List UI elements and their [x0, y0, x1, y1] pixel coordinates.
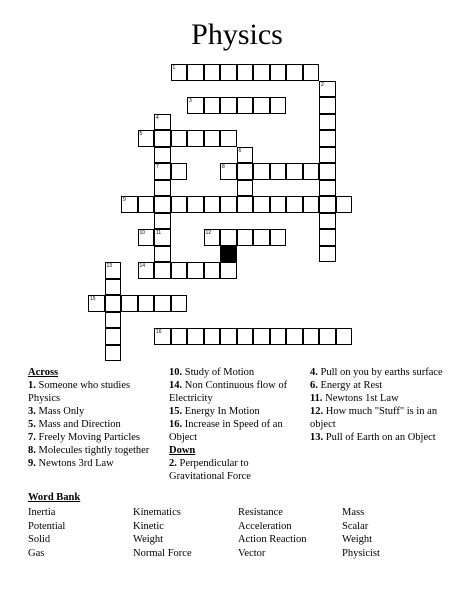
word-bank-word: Resistance: [238, 507, 283, 518]
clue-text: Energy at Rest: [317, 380, 383, 391]
grid-cell[interactable]: [204, 262, 221, 279]
grid-cell[interactable]: [270, 97, 287, 114]
clue-item: [310, 405, 445, 431]
grid-cell[interactable]: [187, 328, 204, 345]
across-heading: Across: [28, 367, 59, 378]
clue-text: Non Continuous flow of Electricity: [169, 380, 288, 404]
clue-number-label: 4: [156, 114, 159, 121]
grid-cell[interactable]: [171, 262, 188, 279]
clue-item: [169, 457, 299, 483]
clue-text: Newtons 1st Law: [322, 393, 399, 404]
grid-cell[interactable]: [138, 262, 155, 279]
clue-number-label: 3: [189, 98, 192, 104]
grid-cell[interactable]: [187, 64, 204, 81]
clue-number: 2.: [169, 458, 177, 469]
word-bank-word: Mass: [342, 507, 365, 518]
clue-number-label: 9: [123, 197, 126, 203]
clue-text: Mass and Direction: [35, 419, 121, 430]
clue-text: Someone who studies Physics: [28, 380, 131, 404]
grid-cell[interactable]: [88, 295, 105, 312]
grid-cell[interactable]: [105, 279, 122, 296]
grid-cell[interactable]: [270, 229, 287, 246]
clues-column-3: [310, 366, 445, 444]
clue-item: [310, 431, 445, 444]
grid-cell[interactable]: [253, 196, 270, 213]
grid-cell[interactable]: [154, 246, 171, 263]
grid-cell[interactable]: [286, 328, 303, 345]
clue-text: Study of Motion: [182, 367, 255, 378]
grid-cell[interactable]: [204, 229, 221, 246]
down-heading: Down: [169, 445, 196, 456]
clue-item: [310, 392, 445, 405]
grid-cell[interactable]: [319, 213, 336, 230]
grid-cell[interactable]: [303, 328, 320, 345]
clues-column-2: [169, 366, 299, 483]
grid-cell[interactable]: [253, 163, 270, 180]
word-bank-word: Vector: [238, 547, 266, 559]
grid-cell[interactable]: [105, 345, 122, 362]
clue-number: 6.: [310, 380, 318, 391]
clue-text: Newtons 3rd Law: [35, 458, 114, 469]
grid-cell[interactable]: [319, 163, 336, 180]
grid-cell[interactable]: [187, 196, 204, 213]
clue-item: [28, 444, 163, 457]
grid-cell[interactable]: [319, 328, 336, 345]
word-bank-word: Scalar: [342, 520, 369, 532]
clue-item: [310, 379, 445, 392]
grid-cell[interactable]: [237, 328, 254, 345]
clue-text: Freely Moving Particles: [35, 432, 140, 443]
clue-number: 4.: [310, 367, 318, 378]
grid-cell[interactable]: [187, 97, 204, 114]
grid-cell[interactable]: [154, 114, 171, 131]
grid-cell[interactable]: [171, 328, 188, 345]
clue-text: Mass Only: [35, 406, 85, 417]
clue-item: [169, 379, 299, 405]
grid-cell[interactable]: [253, 97, 270, 114]
grid-cell[interactable]: [138, 295, 155, 312]
grid-cell[interactable]: [319, 81, 336, 98]
clue-item: [28, 405, 163, 418]
grid-cell[interactable]: [105, 312, 122, 329]
clue-number-label: 13: [106, 263, 113, 269]
clue-text: Energy In Motion: [182, 406, 260, 417]
word-bank-word: Acceleration: [238, 520, 292, 532]
clue-item: [28, 457, 163, 470]
clue-item: [28, 379, 163, 405]
word-bank-word: Kinetic: [133, 520, 164, 532]
grid-cell[interactable]: [336, 328, 353, 345]
clue-text: Perpendicular to Gravitational Force: [169, 458, 251, 482]
clue-number-label: 12: [205, 230, 212, 236]
clue-number-label: 10: [139, 230, 146, 236]
grid-cell[interactable]: [319, 130, 336, 147]
grid-cell[interactable]: [154, 130, 171, 147]
grid-cell[interactable]: [237, 147, 254, 164]
clue-item: [28, 418, 163, 431]
grid-cell[interactable]: [303, 64, 320, 81]
grid-cell[interactable]: [220, 130, 237, 147]
word-bank-word: Potential: [28, 520, 66, 532]
grid-cell[interactable]: [121, 295, 138, 312]
clue-item: [310, 366, 445, 379]
word-bank-word: Inertia: [28, 507, 56, 518]
grid-cell[interactable]: [171, 196, 188, 213]
grid-cell[interactable]: [154, 262, 171, 279]
grid-cell[interactable]: [319, 229, 336, 246]
clue-number: 16.: [169, 419, 183, 430]
grid-cell[interactable]: [253, 328, 270, 345]
clue-item: [169, 405, 299, 418]
grid-cell[interactable]: [319, 246, 336, 263]
grid-cell[interactable]: [204, 196, 221, 213]
grid-cell[interactable]: [220, 97, 237, 114]
clue-text: Pull on you by earths surface: [317, 367, 443, 378]
grid-cell[interactable]: [237, 64, 254, 81]
grid-cell[interactable]: [171, 163, 188, 180]
grid-cell[interactable]: [220, 328, 237, 345]
grid-cell[interactable]: [270, 328, 287, 345]
clue-number-label: 2: [321, 81, 324, 88]
clue-number-label: 1: [172, 65, 176, 71]
grid-cell[interactable]: [187, 130, 204, 147]
clues-column-1: [28, 366, 163, 470]
grid-cell[interactable]: [270, 64, 287, 81]
grid-cell[interactable]: [154, 213, 171, 230]
grid-cell[interactable]: [253, 229, 270, 246]
grid-cell[interactable]: [220, 196, 237, 213]
grid-cell[interactable]: [105, 328, 122, 345]
grid-cell[interactable]: [138, 130, 155, 147]
clue-text: Molecules tightly together: [35, 445, 150, 456]
grid-cell[interactable]: [154, 328, 171, 345]
grid-cell[interactable]: [319, 114, 336, 131]
clue-number: 14.: [169, 380, 183, 391]
clue-number: 12.: [310, 406, 324, 417]
clue-number-label: 7: [156, 164, 159, 170]
clue-number-label: 14: [139, 263, 146, 269]
clue-number: 10.: [169, 367, 183, 378]
clue-number: 15.: [169, 406, 183, 417]
word-bank-word: Gas: [28, 547, 45, 559]
grid-cell[interactable]: [319, 147, 336, 164]
grid-cell[interactable]: [303, 163, 320, 180]
word-bank-word: Normal Force: [133, 547, 192, 559]
grid-cell[interactable]: [154, 147, 171, 164]
clue-number: 11.: [310, 393, 323, 404]
clue-number-label: 11: [156, 230, 162, 236]
clue-text: How much "Stuff" is in an object: [310, 406, 438, 430]
clue-number-label: 5: [139, 131, 143, 137]
grid-cell[interactable]: [121, 196, 138, 213]
grid-cell[interactable]: [204, 64, 221, 81]
clue-number-label: 16: [156, 329, 162, 335]
clue-number-label: 8: [222, 164, 225, 170]
grid-cell[interactable]: [286, 163, 303, 180]
clue-item: [28, 431, 163, 444]
grid-cell[interactable]: [303, 196, 320, 213]
grid-cell[interactable]: [237, 196, 254, 213]
grid-cell[interactable]: [270, 196, 287, 213]
word-bank-word: Action Reaction: [238, 534, 307, 545]
clue-number: 8.: [28, 445, 36, 456]
grid-cell[interactable]: [171, 64, 188, 81]
clue-item: [169, 418, 299, 444]
grid-cell[interactable]: [154, 196, 171, 213]
grid-cell[interactable]: [105, 295, 122, 312]
grid-cell[interactable]: [319, 180, 336, 197]
grid-cell[interactable]: [319, 97, 336, 114]
grid-cell[interactable]: [286, 64, 303, 81]
clue-number-label: 6: [238, 147, 242, 154]
grid-cell[interactable]: [154, 180, 171, 197]
word-bank-word: Weight: [342, 534, 373, 545]
grid-cell[interactable]: [220, 64, 237, 81]
grid-cell[interactable]: [154, 163, 171, 180]
grid-cell[interactable]: [237, 163, 254, 180]
clue-text: Pull of Earth on an Object: [323, 432, 436, 443]
grid-cell[interactable]: [220, 229, 237, 246]
grid-cell[interactable]: [204, 328, 221, 345]
grid-cell[interactable]: [220, 262, 237, 279]
word-bank-word: Solid: [28, 534, 51, 545]
grid-cell[interactable]: [171, 130, 188, 147]
grid-cell[interactable]: [138, 229, 155, 246]
grid-cell[interactable]: [336, 196, 353, 213]
grid-cell[interactable]: [319, 196, 336, 213]
grid-cell[interactable]: [154, 295, 171, 312]
grid-cell[interactable]: [171, 295, 188, 312]
word-bank-word: Kinematics: [133, 507, 181, 518]
clue-number: 7.: [28, 432, 36, 443]
grid-cell[interactable]: [237, 97, 254, 114]
word-bank-word: Weight: [133, 534, 164, 545]
word-bank-word: Physicist: [342, 547, 380, 559]
clue-number: 9.: [28, 458, 36, 469]
clue-number: 5.: [28, 419, 36, 430]
grid-cell[interactable]: [154, 229, 171, 246]
grid-cell[interactable]: [204, 97, 221, 114]
grid-cell[interactable]: [220, 163, 237, 180]
grid-cell[interactable]: [105, 262, 122, 279]
word-bank-heading: Word Bank: [28, 492, 81, 503]
clue-number-label: 15: [90, 296, 96, 302]
grid-cell[interactable]: [237, 180, 254, 197]
clue-number: 3.: [28, 406, 36, 417]
grid-cell[interactable]: [253, 64, 270, 81]
clue-number: 1.: [28, 380, 36, 391]
grid-cell[interactable]: [270, 163, 287, 180]
clue-item: [169, 366, 299, 379]
clue-number: 13.: [310, 432, 324, 443]
black-cell: [220, 246, 237, 263]
grid-cell[interactable]: [204, 130, 221, 147]
grid-cell[interactable]: [187, 262, 204, 279]
puzzle-title: Physics: [191, 18, 283, 51]
grid-cell[interactable]: [286, 196, 303, 213]
clue-text: Increase in Speed of an Object: [169, 419, 283, 443]
grid-cell[interactable]: [237, 229, 254, 246]
grid-cell[interactable]: [138, 196, 155, 213]
